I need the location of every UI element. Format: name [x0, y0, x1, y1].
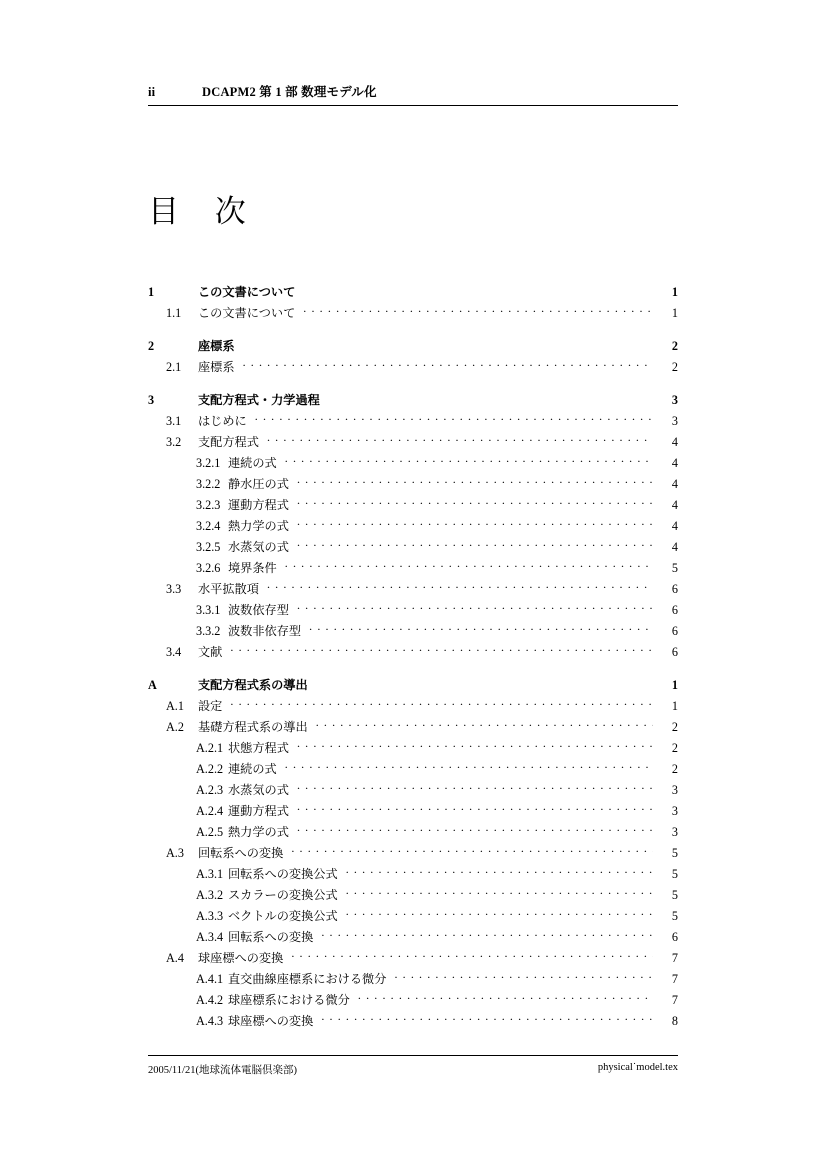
toc-entry[interactable] [148, 391, 678, 408]
toc-entry-page: 2 [671, 762, 678, 776]
toc-entry-page: 1 [671, 285, 678, 299]
toc-entry[interactable] [148, 928, 678, 945]
toc-leader-dots [297, 824, 653, 836]
toc-entry-page: 5 [671, 888, 678, 902]
toc-entry-number: 3.3 [166, 582, 182, 596]
toc-entry-number: 3.2.2 [196, 477, 221, 491]
toc-entry[interactable] [148, 559, 678, 576]
toc-entry-label: 静水圧の式 [228, 477, 289, 491]
toc-entry-number: 3.1 [166, 414, 182, 428]
toc-entry-label: 座標系 [198, 339, 235, 353]
toc-entry-page: 5 [671, 909, 678, 923]
toc-entry-number: A.4 [166, 951, 184, 965]
toc-leader-dots [358, 992, 653, 1004]
toc-entry-label: この文書について [198, 285, 296, 299]
toc-entry-label: 熱力学の式 [228, 519, 289, 533]
toc-entry-page: 3 [671, 804, 678, 818]
toc-entry-label: はじめに [198, 414, 247, 428]
toc-leader-dots [255, 413, 653, 425]
toc-entry-number: 2 [148, 339, 155, 353]
toc-entry-number: A.2.5 [196, 825, 224, 839]
toc-entry-label: 支配方程式・力学過程 [198, 393, 320, 407]
toc-entry-number: A.4.2 [196, 993, 224, 1007]
toc-entry-page: 5 [671, 846, 678, 860]
toc-entry-page: 6 [671, 603, 678, 617]
toc-entry-number: A.1 [166, 699, 184, 713]
toc-leader-dots [230, 644, 653, 656]
toc-entry-label: 座標系 [198, 360, 235, 374]
toc-leader-dots [285, 455, 653, 467]
toc-entry-page: 7 [671, 972, 678, 986]
toc-entry-number: A.2.3 [196, 783, 224, 797]
toc-entry[interactable] [148, 865, 678, 882]
toc-entry[interactable] [148, 970, 678, 987]
footer-left-text: 2005/11/21(地球流体電脳倶楽部) [148, 1065, 297, 1076]
toc-entry[interactable] [148, 496, 678, 513]
toc-entry-label: 回転系への変換公式 [228, 867, 338, 881]
toc-entry-label: 回転系への変換 [228, 930, 314, 944]
toc-entry-page: 3 [671, 825, 678, 839]
toc-entry-number: A.3.3 [196, 909, 224, 923]
page-title: 目 次 [148, 194, 260, 229]
toc-leader-dots [291, 950, 653, 962]
toc-entry[interactable] [148, 475, 678, 492]
toc-entry-page: 4 [671, 540, 678, 554]
toc-entry-number: A.2.2 [196, 762, 224, 776]
toc-entry-page: 4 [671, 435, 678, 449]
toc-entry-label: ベクトルの変換公式 [228, 909, 338, 923]
toc-leader-dots [230, 698, 653, 710]
toc-entry-page: 3 [671, 393, 678, 407]
toc-entry-number: 3 [148, 393, 155, 407]
toc-leader-dots [267, 581, 653, 593]
toc-entry[interactable] [148, 844, 678, 861]
toc-entry-page: 1 [671, 699, 678, 713]
toc-entry[interactable] [148, 283, 678, 300]
toc-entry[interactable] [148, 337, 678, 354]
toc-entry[interactable] [148, 676, 678, 693]
toc-entry-label: 水蒸気の式 [228, 540, 289, 554]
toc-entry-number: 3.4 [166, 645, 182, 659]
header-title: DCAPM2 第 1 部 数理モデル化 [202, 85, 377, 99]
toc-entry-label: 回転系への変換 [198, 846, 284, 860]
toc-leader-dots [297, 740, 653, 752]
toc-entry[interactable] [148, 802, 678, 819]
toc-entry-label: 球座標への変換 [228, 1014, 314, 1028]
toc-leader-dots [309, 623, 653, 635]
toc-entry-number: 1 [148, 285, 155, 299]
toc-entry-page: 2 [671, 360, 678, 374]
toc-entry[interactable] [148, 304, 678, 321]
toc-entry-number: 3.2.6 [196, 561, 221, 575]
toc-entry-number: 3.2.4 [196, 519, 221, 533]
toc-entry-number: A.4.1 [196, 972, 224, 986]
toc-leader-dots [243, 359, 653, 371]
toc-entry-label: スカラーの変換公式 [228, 888, 338, 902]
toc-entry-label: 設定 [198, 699, 223, 713]
toc-entry[interactable] [148, 580, 678, 597]
toc-leader-dots [297, 782, 653, 794]
toc-entry-label: 球座標系における微分 [228, 993, 350, 1007]
toc-leader-dots [267, 434, 653, 446]
toc-entry-label: 連続の式 [228, 762, 277, 776]
toc-entry-label: 連続の式 [228, 456, 277, 470]
toc-entry[interactable] [148, 907, 678, 924]
toc-entry-page: 4 [671, 498, 678, 512]
toc-entry-label: 状態方程式 [228, 741, 289, 755]
toc-entry-page: 2 [671, 720, 678, 734]
toc-entry-number: A.2.1 [196, 741, 224, 755]
toc-entry-page: 4 [671, 456, 678, 470]
toc-entry-number: 3.2.5 [196, 540, 221, 554]
toc-entry-label: 基礎方程式系の導出 [198, 720, 308, 734]
toc-entry-page: 3 [671, 414, 678, 428]
toc-entry-label: 支配方程式 [198, 435, 259, 449]
toc-leader-dots [346, 866, 653, 878]
toc-entry[interactable] [148, 697, 678, 714]
toc-entry-label: 水平拡散項 [198, 582, 259, 596]
toc-entry[interactable] [148, 412, 678, 429]
toc-entry-label: 波数依存型 [228, 603, 289, 617]
toc-entry[interactable] [148, 433, 678, 450]
toc-leader-dots [297, 602, 653, 614]
toc-entry-number: 3.2 [166, 435, 182, 449]
toc-entry[interactable] [148, 538, 678, 555]
running-header [148, 82, 678, 106]
toc-leader-dots [346, 887, 653, 899]
toc-entry-page: 6 [671, 582, 678, 596]
toc-entry[interactable] [148, 718, 678, 735]
toc-leader-dots [285, 560, 653, 572]
toc-entry[interactable] [148, 517, 678, 534]
toc-leader-dots [394, 971, 653, 983]
toc-entry-page: 4 [671, 519, 678, 533]
toc-entry-number: 3.2.3 [196, 498, 221, 512]
table-of-contents [148, 283, 678, 1029]
toc-entry-page: 7 [671, 951, 678, 965]
toc-leader-dots [321, 1013, 653, 1025]
toc-entry-page: 1 [671, 306, 678, 320]
toc-leader-dots [316, 719, 653, 731]
toc-entry-label: 球座標への変換 [198, 951, 284, 965]
toc-entry-page: 8 [671, 1014, 678, 1028]
page-folio: ii [148, 85, 156, 99]
toc-leader-dots [297, 803, 653, 815]
toc-entry-label: この文書について [198, 306, 296, 320]
toc-entry-label: 熱力学の式 [228, 825, 289, 839]
toc-leader-dots [303, 305, 653, 317]
toc-entry-page: 2 [671, 339, 678, 353]
toc-entry-number: A.3.4 [196, 930, 224, 944]
toc-leader-dots [346, 908, 653, 920]
toc-entry-number: A.3 [166, 846, 184, 860]
toc-entry-label: 水蒸気の式 [228, 783, 289, 797]
toc-entry-page: 6 [671, 645, 678, 659]
toc-leader-dots [297, 539, 653, 551]
toc-entry-page: 4 [671, 477, 678, 491]
toc-entry[interactable] [148, 643, 678, 660]
toc-entry-page: 6 [671, 624, 678, 638]
toc-entry-number: 3.3.2 [196, 624, 221, 638]
toc-entry-page: 5 [671, 561, 678, 575]
toc-leader-dots [297, 518, 653, 530]
toc-leader-dots [291, 845, 653, 857]
toc-entry-number: 3.3.1 [196, 603, 221, 617]
toc-entry[interactable] [148, 760, 678, 777]
toc-entry[interactable] [148, 739, 678, 756]
toc-entry[interactable] [148, 1012, 678, 1029]
page-footer [148, 1055, 678, 1077]
toc-entry-label: 境界条件 [228, 561, 277, 575]
toc-entry-label: 波数非依存型 [228, 624, 302, 638]
toc-leader-dots [285, 761, 653, 773]
toc-entry[interactable] [148, 991, 678, 1008]
toc-entry-number: 3.2.1 [196, 456, 221, 470]
toc-entry[interactable] [148, 601, 678, 618]
toc-entry[interactable] [148, 823, 678, 840]
toc-entry-number: A.3.2 [196, 888, 224, 902]
toc-entry-label: 運動方程式 [228, 804, 289, 818]
toc-entry-page: 3 [671, 783, 678, 797]
toc-entry-number: A.2.4 [196, 804, 224, 818]
toc-entry[interactable] [148, 622, 678, 639]
toc-leader-dots [321, 929, 653, 941]
toc-entry-page: 2 [671, 741, 678, 755]
toc-entry-label: 運動方程式 [228, 498, 289, 512]
toc-entry-label: 直交曲線座標系における微分 [228, 972, 387, 986]
toc-entry-page: 1 [671, 678, 678, 692]
toc-entry-label: 支配方程式系の導出 [198, 678, 308, 692]
toc-entry-label: 文献 [198, 645, 223, 659]
toc-entry[interactable] [148, 358, 678, 375]
footer-right-text: physical˙model.tex [597, 1062, 678, 1073]
toc-entry-page: 5 [671, 867, 678, 881]
toc-entry-number: A [148, 678, 157, 692]
toc-entry[interactable] [148, 781, 678, 798]
toc-entry-number: A.4.3 [196, 1014, 224, 1028]
toc-leader-dots [297, 476, 653, 488]
toc-leader-dots [297, 497, 653, 509]
toc-entry-page: 7 [671, 993, 678, 1007]
toc-entry-number: A.2 [166, 720, 184, 734]
toc-entry-number: 2.1 [166, 360, 182, 374]
toc-entry[interactable] [148, 886, 678, 903]
toc-entry[interactable] [148, 454, 678, 471]
toc-entry-number: A.3.1 [196, 867, 224, 881]
toc-entry-number: 1.1 [166, 306, 182, 320]
toc-entry[interactable] [148, 949, 678, 966]
toc-entry-page: 6 [671, 930, 678, 944]
